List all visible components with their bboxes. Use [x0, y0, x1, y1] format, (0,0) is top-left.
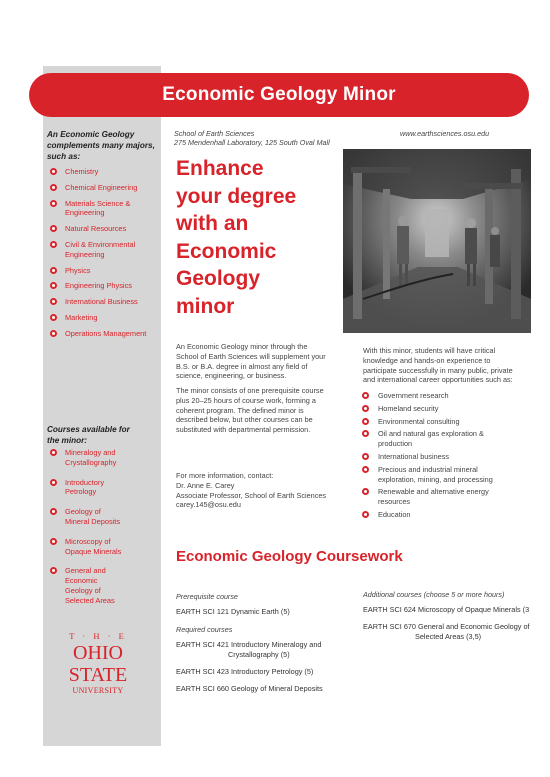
list-item: Education — [363, 510, 533, 520]
bullet-icon — [50, 267, 57, 274]
address-line: 275 Mendenhall Laboratory, 125 South Oval Mall — [174, 138, 330, 147]
majors-list — [47, 167, 161, 345]
course-item: EARTH SCI 624 Microscopy of Opaque Minerals (3 — [363, 605, 530, 614]
courses-heading — [47, 424, 161, 446]
bullet-icon — [50, 479, 57, 486]
bullet-icon — [50, 241, 57, 248]
headline: Enhance your degree with an Economic Geology minor — [176, 157, 297, 318]
bullet-icon — [50, 508, 57, 515]
bullet-icon — [50, 567, 57, 574]
bullet-icon — [362, 392, 369, 399]
list-item: Civil & Environmental Engineering — [47, 240, 161, 260]
website-link[interactable]: www.earthsciences.osu.edu — [400, 129, 490, 138]
list-item: Natural Resources — [47, 224, 161, 234]
contact-email[interactable]: carey.145@osu.edu — [176, 500, 241, 510]
list-item: Geology of Mineral Deposits — [47, 507, 161, 527]
list-item: International business — [363, 452, 533, 462]
logo-top-text: T · H · E — [69, 631, 127, 641]
majors-heading — [47, 129, 161, 162]
school-address — [174, 129, 330, 147]
prereq-label: Prerequisite course — [176, 592, 238, 601]
bullet-icon — [50, 184, 57, 191]
logo-state-text: STATE — [68, 664, 128, 686]
contact-paragraph: For more information, contact: Dr. Anne E. Carey Associate Professor, School of Earth Sciences carey.145@osu.edu — [176, 471, 361, 510]
majors-heading-line: complements many majors, — [47, 141, 155, 150]
list-item: General and Economic Geology of Selected Areas — [47, 566, 161, 605]
courses-list — [47, 448, 161, 616]
course-item: EARTH SCI 670 General and Economic Geology of Selected Areas (3,5) — [363, 622, 530, 641]
bullet-icon — [362, 430, 369, 437]
bullet-icon — [50, 330, 57, 337]
list-item: Chemistry — [47, 167, 161, 177]
majors-heading-line: An Economic Geology — [47, 130, 135, 139]
bullet-icon — [362, 418, 369, 425]
list-item: Government research — [363, 391, 533, 401]
courses-heading-line: the minor: — [47, 436, 88, 445]
list-item: Materials Science & Engineering — [47, 199, 161, 219]
list-item: Environmental consulting — [363, 417, 533, 427]
careers-list — [363, 391, 533, 523]
list-item: Oil and natural gas exploration & production — [363, 429, 533, 449]
required-label: Required courses — [176, 625, 233, 634]
course-item: EARTH SCI 421 Introductory Mineralogy and Crystallography (5) — [176, 640, 322, 659]
ohio-state-logo — [62, 628, 134, 700]
school-name: School of Earth Sciences — [174, 129, 255, 138]
bullet-icon — [50, 225, 57, 232]
list-item: Renewable and alternative energy resources — [363, 487, 533, 507]
logo-ohio-text: OHIO — [73, 642, 123, 664]
page-title: Economic Geology Minor — [29, 73, 529, 117]
bullet-icon — [362, 405, 369, 412]
additional-label: Additional courses (choose 5 or more hours) — [363, 590, 505, 599]
list-item: Engineering Physics — [47, 281, 161, 291]
list-item: Physics — [47, 266, 161, 276]
list-item: Microscopy of Opaque Minerals — [47, 537, 161, 557]
bullet-icon — [50, 538, 57, 545]
coursework-title: Economic Geology Coursework — [176, 548, 403, 565]
list-item: Marketing — [47, 313, 161, 323]
courses-heading-line: Courses available for — [47, 425, 130, 434]
bullet-icon — [362, 466, 369, 473]
bullet-icon — [50, 314, 57, 321]
bullet-icon — [50, 282, 57, 289]
course-item: EARTH SCI 423 Introductory Petrology (5) — [176, 667, 314, 676]
bullet-icon — [362, 488, 369, 495]
bullet-icon — [50, 168, 57, 175]
list-item: Homeland security — [363, 404, 533, 414]
list-item: Chemical Engineering — [47, 183, 161, 193]
list-item: Precious and industrial mineral exploration, mining, and processing — [363, 465, 533, 485]
intro-paragraph: An Economic Geology minor through the School of Earth Sciences will supplement your B.S. or B.A. degree in almost any field of science, engineering, or business. — [176, 342, 326, 381]
course-item: EARTH SCI 121 Dynamic Earth (5) — [176, 607, 290, 616]
benefits-paragraph: With this minor, students will have critical knowledge and hands-on experience to participate successfully in many public, private and international career opportunities such as: — [363, 346, 513, 385]
list-item: Mineralogy and Crystallography — [47, 448, 161, 468]
list-item: International Business — [47, 297, 161, 307]
bullet-icon — [362, 453, 369, 460]
majors-heading-line: such as: — [47, 152, 81, 161]
logo-university-text: UNIVERSITY — [72, 686, 124, 695]
list-item: Introductory Petrology — [47, 478, 161, 498]
bullet-icon — [50, 200, 57, 207]
structure-paragraph: The minor consists of one prerequisite course plus 20–25 hours of course work, forming a coherent program. The defined minor is described below, but other courses can be substituted with departmental permission. — [176, 386, 324, 435]
bullet-icon — [50, 298, 57, 305]
bullet-icon — [362, 511, 369, 518]
list-item: Operations Management — [47, 329, 161, 339]
mine-tunnel-photo — [343, 149, 531, 333]
course-item: EARTH SCI 660 Geology of Mineral Deposits — [176, 684, 323, 693]
bullet-icon — [50, 449, 57, 456]
